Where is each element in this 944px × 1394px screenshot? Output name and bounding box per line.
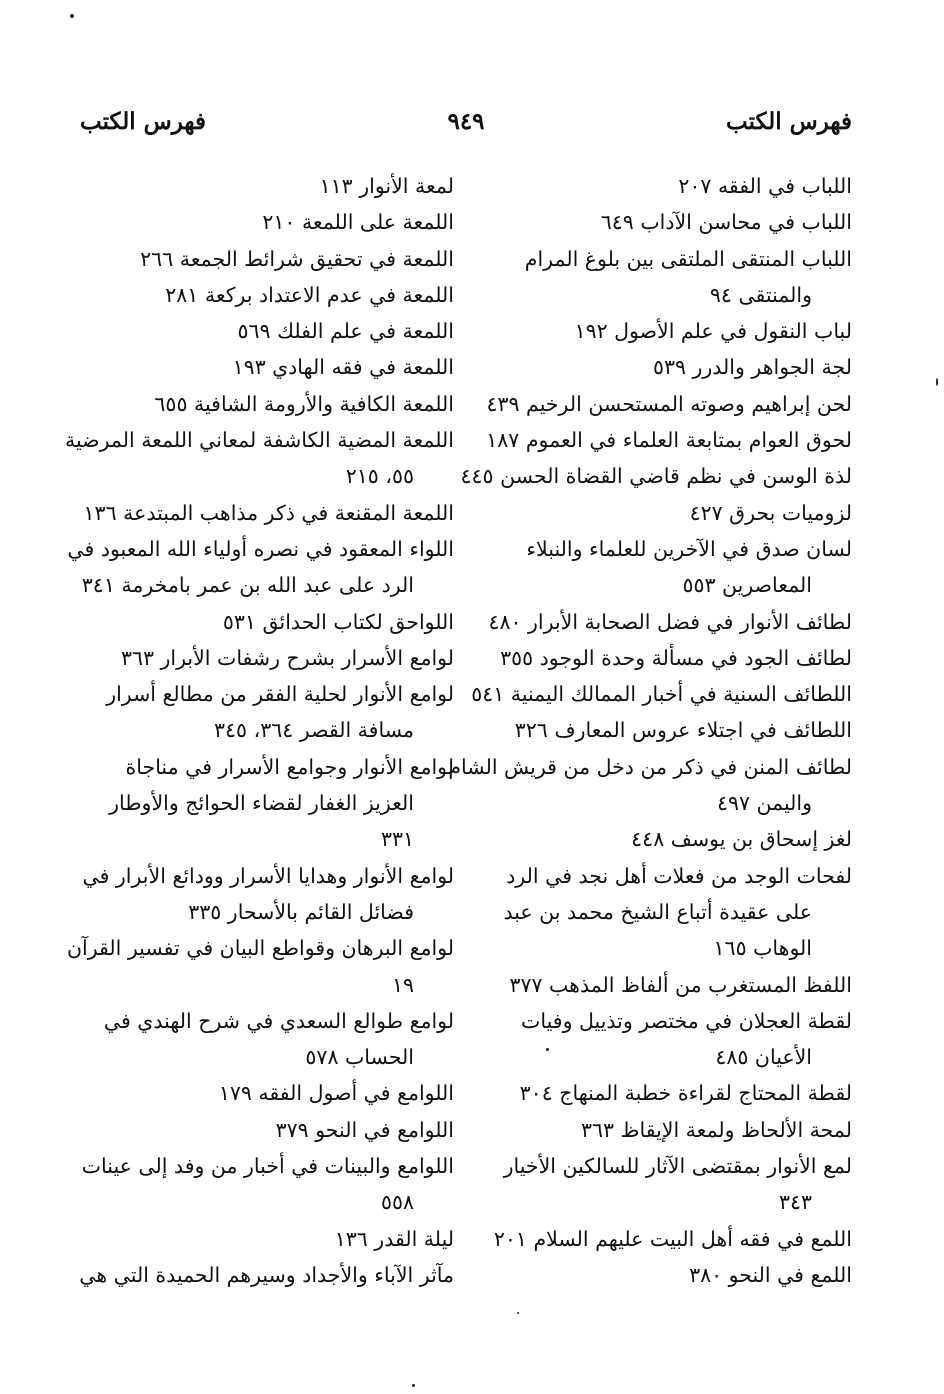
- entry-text: اللوامع في أصول الفقه ١٧٩: [218, 1081, 454, 1106]
- index-entry: [472, 1257, 852, 1293]
- entry-text: لفحات الوجد من فعلات أهل نجد في الرد: [506, 863, 852, 888]
- entry-text: لوامع طوالع السعدي في شرح الهندي في: [103, 1008, 454, 1033]
- index-entry: [74, 1221, 454, 1257]
- index-entry: [472, 168, 852, 204]
- page-number: ٩٤٩: [447, 108, 485, 135]
- index-entry: [74, 1003, 454, 1076]
- scan-speck: [70, 14, 74, 18]
- entry-continuation: مسافة القصر ٣٦٤، ٣٤٥: [214, 718, 414, 743]
- entry-text: لطائف الجود في مسألة وحدة الوجود ٣٥٥: [500, 645, 852, 670]
- index-entry: [472, 1221, 852, 1257]
- entry-text: لقطة العجلان في مختصر وتذييل وفيات: [521, 1008, 852, 1033]
- entry-continuation: فضائل القائم بالأسحار ٣٣٥: [188, 899, 414, 924]
- entry-continuation: الأعيان ٤٨٥: [715, 1045, 812, 1070]
- page-header: [80, 108, 852, 144]
- scan-speck: [936, 378, 938, 386]
- entry-continuation: العزيز الغفار لقضاء الحوائج والأوطار: [109, 791, 414, 816]
- entry-text: لوامع الأنوار وجوامع الأسرار في مناجاة: [125, 754, 454, 779]
- index-entry: [74, 858, 454, 931]
- entry-text: ليلة القدر ١٣٦: [334, 1226, 454, 1251]
- entry-continuation: ٥٥، ٢١٥: [345, 464, 414, 489]
- index-entry: [74, 1257, 454, 1293]
- entry-text: اللمعة على اللمعة ٢١٠: [262, 210, 454, 235]
- index-entry: [74, 1112, 454, 1148]
- entry-continuation: ٥٥٨: [380, 1190, 414, 1215]
- index-entry: [472, 313, 852, 349]
- index-entry: [472, 386, 852, 422]
- entry-text: لمعة الأنوار ١١٣: [319, 174, 454, 198]
- entry-text: لحن إبراهيم وصوته المستحسن الرخيم ٤٣٩: [486, 391, 852, 416]
- entry-text: اللباب في محاسن الآداب ٦٤٩: [600, 210, 852, 235]
- index-entry: [472, 640, 852, 676]
- index-entry: [67, 531, 454, 604]
- running-title-right: فهرس الكتب: [726, 108, 852, 135]
- entry-text: لوامع الأنوار لحلية الفقر من مطالع أسرار: [106, 682, 454, 707]
- entry-text: اللمعة في علم الفلك ٥٦٩: [237, 319, 454, 344]
- entry-text: اللمعة المقنعة في ذكر مذاهب المبتدعة ١٣٦: [83, 500, 454, 525]
- index-entry: [74, 349, 454, 385]
- index-entry: [74, 676, 454, 749]
- index-entry: [74, 168, 454, 204]
- index-entry: [472, 712, 852, 748]
- entry-continuation: الرد على عبد الله بن عمر بامخرمة ٣٤١: [81, 573, 414, 598]
- entry-text: لحوق العوام بمتابعة العلماء في العموم ١٨٧: [486, 428, 852, 453]
- index-entry: [74, 640, 454, 676]
- index-entry: [74, 1148, 454, 1221]
- index-entry: [472, 531, 852, 604]
- entry-text: لجة الجواهر والدرر ٥٣٩: [652, 355, 852, 380]
- index-entry: [74, 241, 454, 277]
- index-entry: [472, 1148, 852, 1221]
- index-entry: [472, 676, 852, 712]
- scan-speck: [412, 1384, 415, 1387]
- index-entry: [74, 204, 454, 240]
- scan-speck: [517, 1312, 519, 1314]
- entry-text: لمع الأنوار بمقتضى الآثار للسالكين الأخيار: [503, 1154, 852, 1179]
- entry-continuation: ٣٤٣: [778, 1190, 812, 1215]
- index-entry: [472, 1003, 852, 1076]
- entry-text: اللمعة في تحقيق شرائط الجمعة ٢٦٦: [140, 246, 454, 271]
- index-entry: [74, 495, 454, 531]
- entry-text: لقطة المحتاج لقراءة خطبة المنهاج ٣٠٤: [519, 1081, 852, 1106]
- index-entry: [472, 858, 852, 967]
- index-entry: [472, 604, 852, 640]
- index-column-right: [448, 168, 852, 1293]
- entry-text: لطائف المنن في ذكر من دخل من قريش الشام: [448, 754, 852, 779]
- index-entry: [472, 1112, 852, 1148]
- index-entry: [472, 1075, 852, 1111]
- entry-text: اللمع في النحو ٣٨٠: [689, 1262, 852, 1287]
- scan-speck: [546, 1048, 549, 1051]
- index-entry: [74, 313, 454, 349]
- entry-continuation: الوهاب ١٦٥: [713, 936, 812, 961]
- index-entry: [448, 749, 852, 822]
- entry-text: لذة الوسن في نظم قاضي القضاة الحسن ٤٤٥: [460, 464, 852, 489]
- entry-text: اللفظ المستغرب من ألفاظ المذهب ٣٧٧: [509, 972, 852, 997]
- index-column-left: [64, 168, 454, 1293]
- index-entry: [64, 422, 454, 495]
- entry-text: لسان صدق في الآخرين للعلماء والنبلاء: [526, 536, 852, 561]
- entry-continuation: والمنتقى ٩٤: [709, 282, 812, 307]
- index-entry: [472, 967, 852, 1003]
- index-entry: [472, 495, 852, 531]
- entry-text: اللمع في فقه أهل البيت عليهم السلام ٢٠١: [493, 1226, 852, 1251]
- index-entry: [66, 930, 454, 1003]
- entry-text: اللواحق لكتاب الحدائق ٥٣١: [222, 609, 454, 634]
- index-entry: [472, 241, 852, 314]
- index-entry: [74, 277, 454, 313]
- entry-text: لمحة الألحاظ ولمعة الإيقاظ ٣٦٣: [580, 1117, 852, 1142]
- index-entry: [74, 749, 454, 858]
- index-entry: [74, 1075, 454, 1111]
- entry-text: اللمعة في فقه الهادي ١٩٣: [232, 355, 454, 380]
- entry-text: لزوميات بحرق ٤٢٧: [689, 500, 852, 525]
- entry-text: اللطائف السنية في أخبار الممالك اليمنية ٥٤١: [471, 682, 852, 707]
- index-entry: [472, 422, 852, 458]
- entry-text: لوامع الأسرار بشرح رشفات الأبرار ٣٦٣: [120, 645, 454, 670]
- entry-continuation: واليمن ٤٩٧: [716, 791, 812, 816]
- index-entry: [460, 458, 852, 494]
- entry-text: اللمعة في عدم الاعتداد بركعة ٢٨١: [165, 282, 454, 307]
- entry-text: لطائف الأنوار في فضل الصحابة الأبرار ٤٨٠: [488, 609, 852, 634]
- entry-continuation: على عقيدة أتباع الشيخ محمد بن عبد: [503, 899, 812, 924]
- entry-continuation: الحساب ٥٧٨: [305, 1045, 414, 1070]
- entry-text: اللطائف في اجتلاء عروس المعارف ٣٢٦: [514, 718, 852, 743]
- index-entry: [472, 349, 852, 385]
- entry-text: مآثر الآباء والأجداد وسيرهم الحميدة التي هي: [79, 1262, 454, 1287]
- entry-text: لوامع الأنوار وهدايا الأسرار وودائع الأبرار في: [82, 863, 454, 888]
- index-entry: [74, 386, 454, 422]
- entry-text: لغز إسحاق بن يوسف ٤٤٨: [631, 827, 852, 852]
- index-entry: [74, 604, 454, 640]
- entry-continuation: ١٩: [391, 972, 414, 997]
- entry-text: لباب النقول في علم الأصول ١٩٢: [574, 319, 852, 344]
- entry-text: اللمعة المضية الكاشفة لمعاني اللمعة المرضية: [64, 428, 454, 453]
- entry-text: اللمعة الكافية والأرومة الشافية ٦٥٥: [154, 391, 454, 416]
- entry-text: اللباب في الفقه ٢٠٧: [678, 174, 852, 198]
- entry-text: اللوامع في النحو ٣٧٩: [275, 1117, 454, 1142]
- entry-text: اللباب المنتقى الملتقى بين بلوغ المرام: [524, 246, 852, 271]
- running-title-left: فهرس الكتب: [80, 108, 206, 135]
- entry-text: لوامع البرهان وقواطع البيان في تفسير القرآن: [66, 936, 454, 961]
- entry-continuation: ٣٣١: [380, 827, 414, 852]
- entry-text: اللواء المعقود في نصره أولياء الله المعبود في: [67, 536, 454, 561]
- index-entry: [472, 204, 852, 240]
- entry-continuation: المعاصرين ٥٥٣: [682, 573, 812, 598]
- index-entry: [472, 821, 852, 857]
- entry-text: اللوامع والبينات في أخبار من وفد إلى عينات: [81, 1154, 454, 1179]
